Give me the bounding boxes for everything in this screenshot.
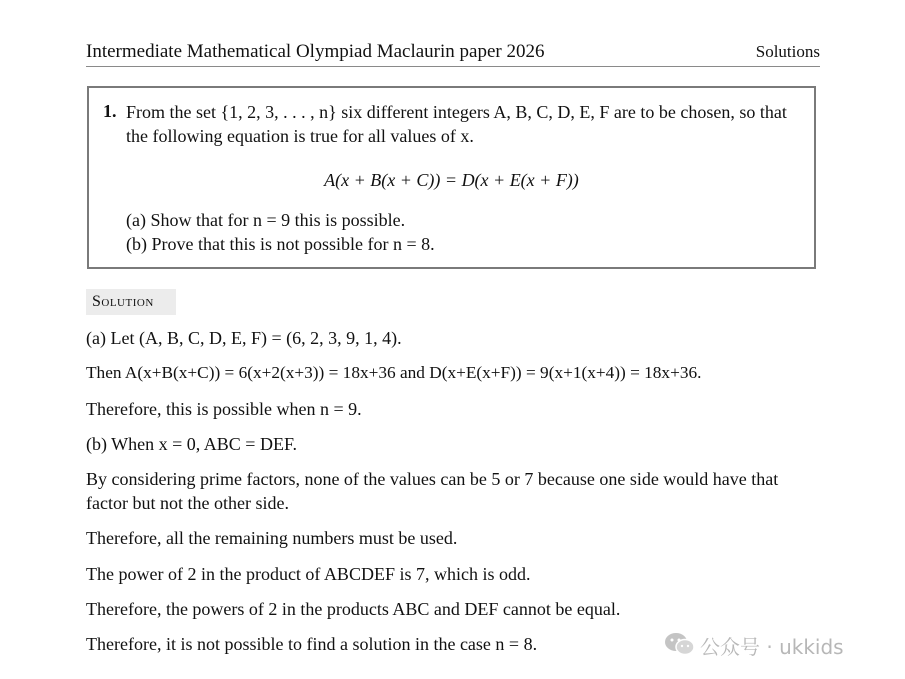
page-header bbox=[86, 38, 820, 67]
solution-line: (b) When x = 0, ABC = DEF. bbox=[86, 434, 298, 454]
problem-number: 1. bbox=[103, 101, 117, 121]
solution-line: (a) Let (A, B, C, D, E, F) = (6, 2, 3, 9, 1, 4). bbox=[86, 328, 402, 348]
problem-box bbox=[87, 86, 816, 269]
wechat-icon bbox=[664, 631, 696, 657]
problem-equation: A(x + B(x + C)) = D(x + E(x + F)) bbox=[324, 170, 579, 190]
watermark bbox=[664, 629, 884, 659]
problem-statement: From the set {1, 2, 3, . . . , n} six different integers A, B, C, D, E, F are to be chosen, so that the following equation is true for all values of x. bbox=[126, 102, 787, 146]
solution-line: Therefore, this is possible when n = 9. bbox=[86, 399, 362, 419]
solution-label: Solution bbox=[86, 289, 176, 315]
solution-line: Then A(x+B(x+C)) = 6(x+2(x+3)) = 18x+36 and D(x+E(x+F)) = 9(x+1(x+4)) = 18x+36. bbox=[86, 363, 702, 382]
page-title: Intermediate Mathematical Olympiad Maclaurin paper 2026 bbox=[86, 41, 545, 62]
problem-part-a: (a) Show that for n = 9 this is possible. bbox=[126, 210, 406, 230]
solution-line: By considering prime factors, none of the values can be 5 or 7 because one side would have that factor but not the other side. bbox=[86, 469, 779, 513]
section-label: Solutions bbox=[755, 42, 820, 61]
solution-line: Therefore, the powers of 2 in the products ABC and DEF cannot be equal. bbox=[86, 599, 621, 619]
problem-part-b: (b) Prove that this is not possible for n = 8. bbox=[126, 234, 435, 254]
watermark-text: 公众号 · ukkids bbox=[700, 635, 844, 659]
solution-line: Therefore, all the remaining numbers must be used. bbox=[86, 528, 458, 548]
solution-line: Therefore, it is not possible to find a solution in the case n = 8. bbox=[86, 634, 538, 654]
solution-line: The power of 2 in the product of ABCDEF is 7, which is odd. bbox=[86, 564, 531, 584]
